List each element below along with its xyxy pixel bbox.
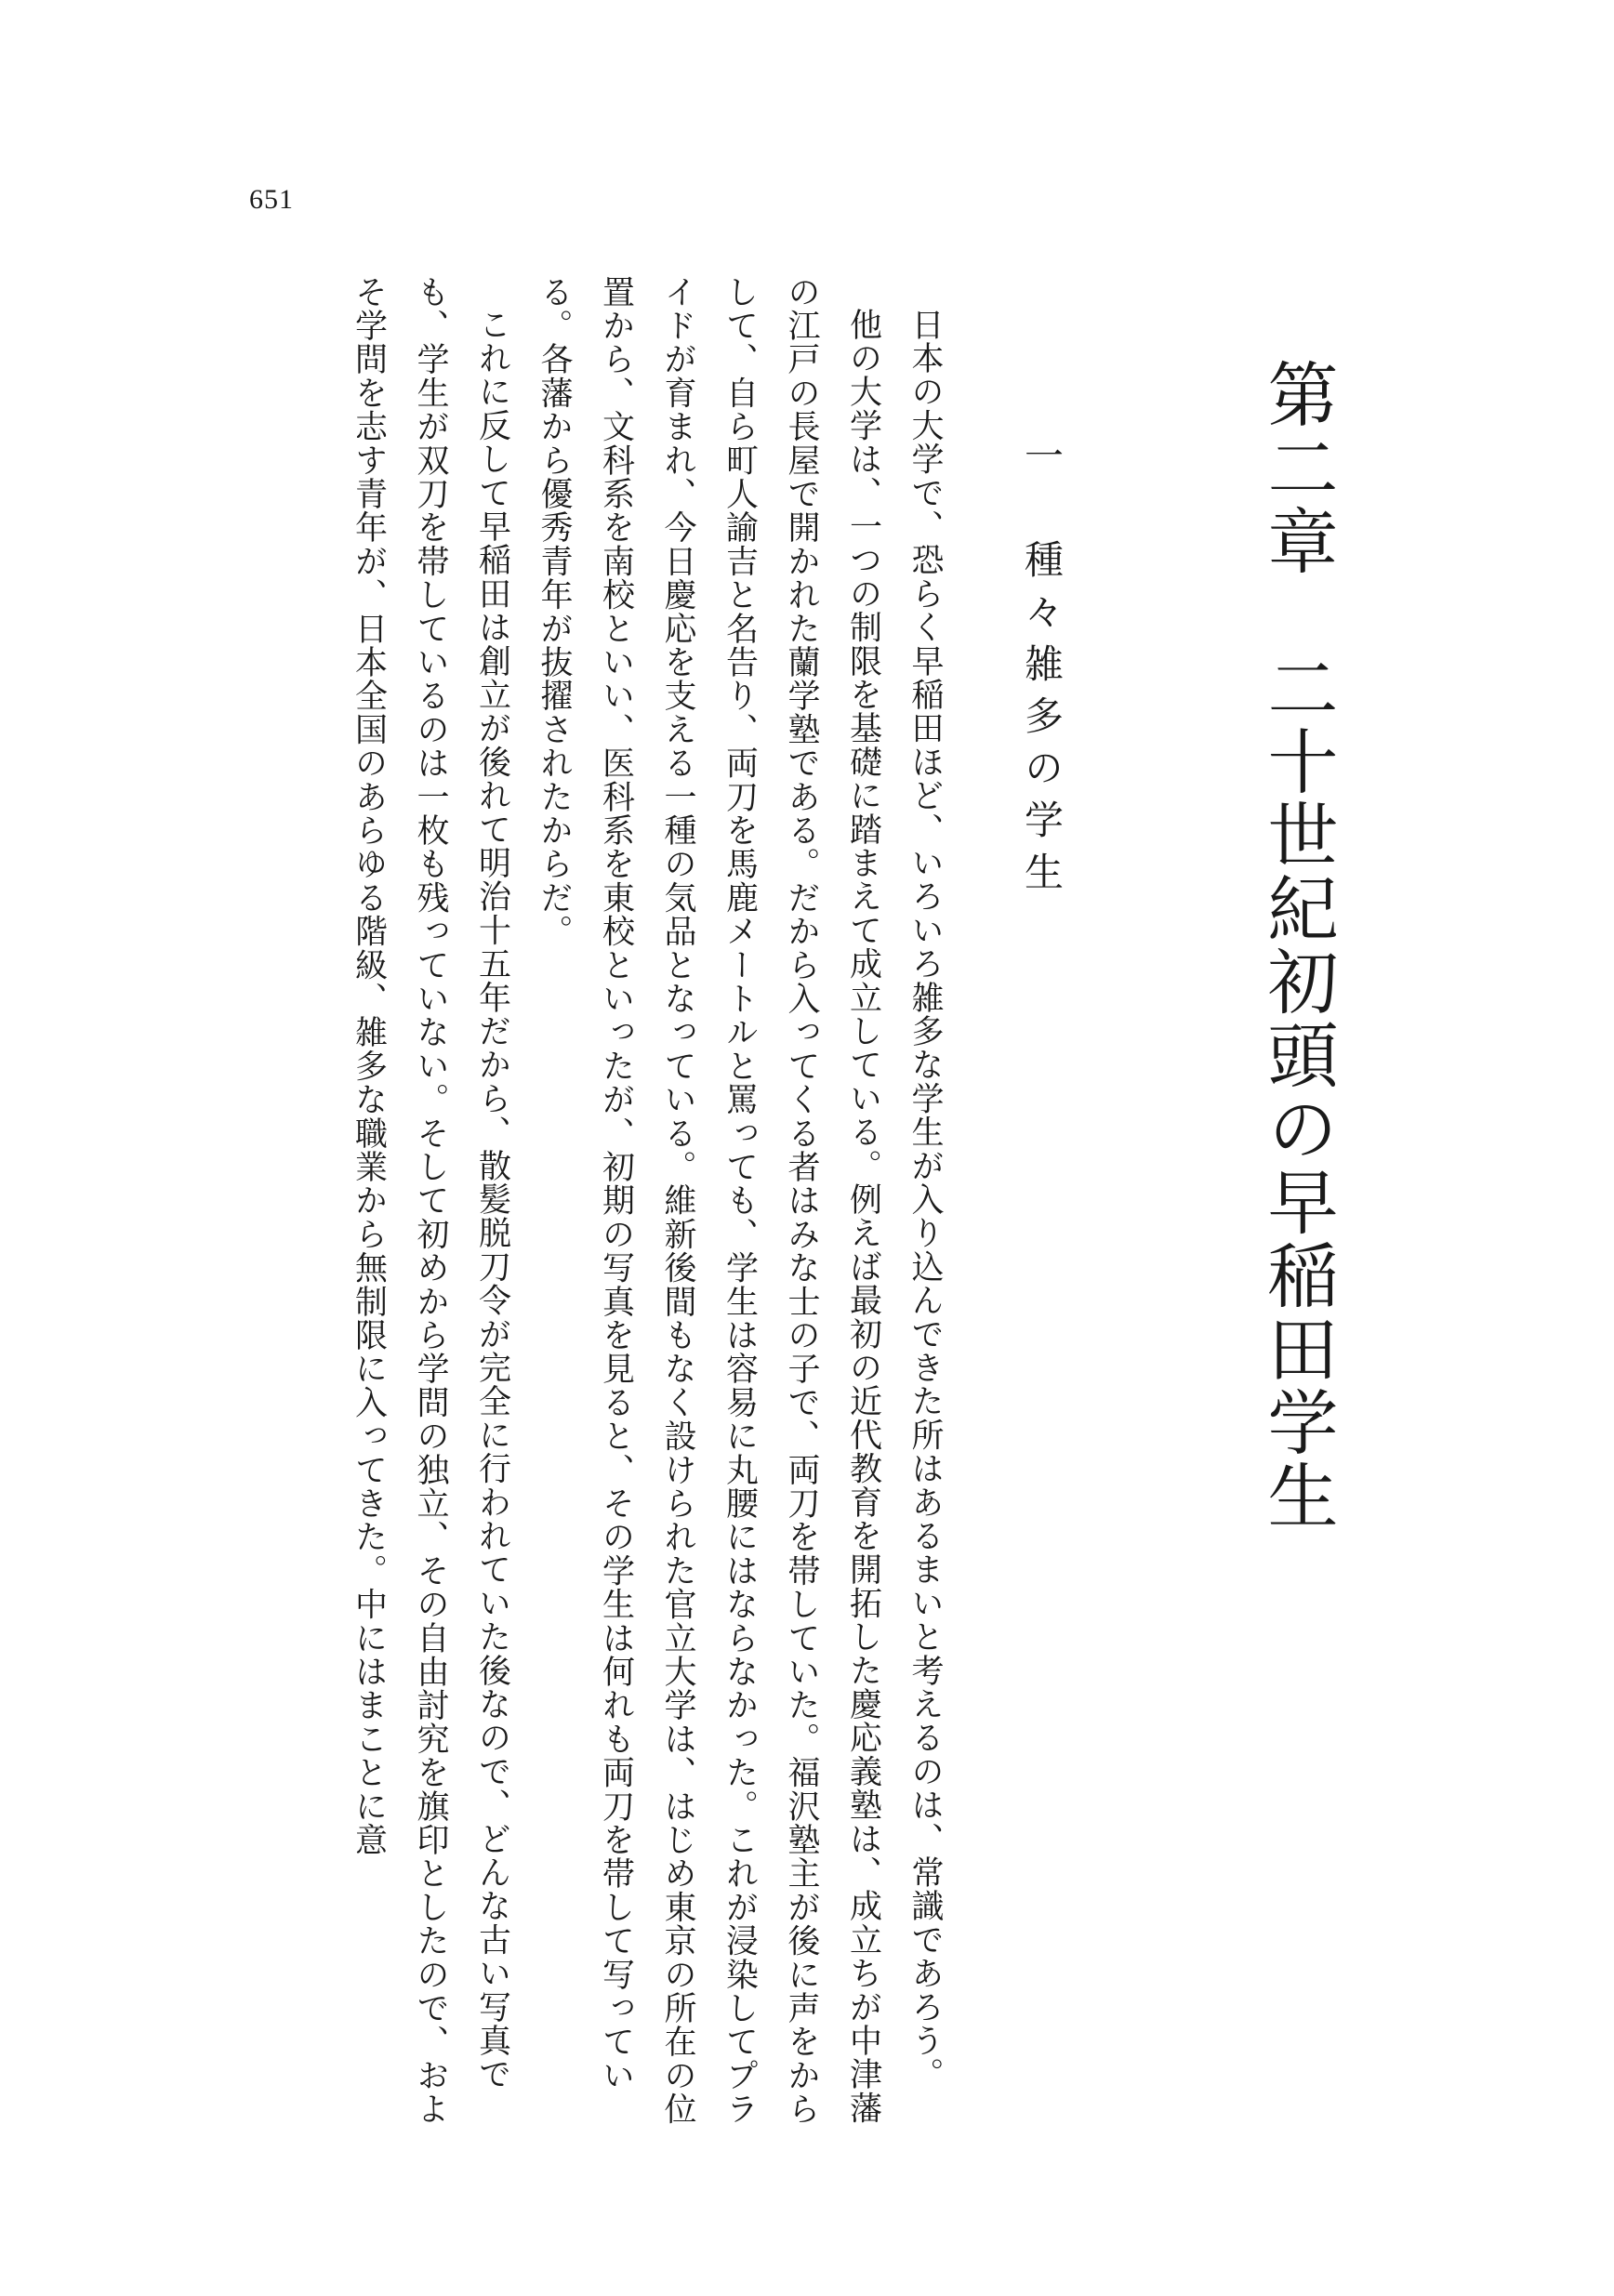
paragraph: 日本の大学で、恐らく早稲田ほど、いろいろ雑多な学生が入り込んできた所はあるまいと考えるのは、常識であろう。 [906,308,944,2091]
page-number: 651 [249,184,294,215]
section-title: 一 種々雑多の学生 [1019,435,1065,904]
paragraph: 他の大学は、一つの制限を基礎に踏まえて成立している。例えば最初の近代教育を開拓した慶応義塾は、成立ちが中津藩の江戸の長屋で開かれた蘭学塾である。だから入ってくる者はみな士の子で、両刀を帯していた。福沢塾主が後に声をからして、自ら町人諭吉と名告り、両刀を馬鹿メートルと罵っても、学生は容易に丸腰にはならなかった。これが浸染してプライドが育まれ、今日慶応を支える一種の気品となっている。維新後間もなく設けられた官立大学は、はじめ東京の所在の位置から、文科系を南校といい、医科系を東校といったが、初期の写真を見ると、その学生は何れも両刀を帯して写っている。各藩から優秀青年が抜擢されたからだ。 [536,275,882,2126]
chapter-title: 第二章 二十世紀初頭の早稲田学生 [1256,358,1339,1533]
body-text [212,275,956,2134]
paragraph: これに反して早稲田は創立が後れて明治十五年だから、散髪脱刀令が完全に行われていた後なので、どんな古い写真でも、学生が双刀を帯しているのは一枚も残っていない。そして初めから学問の独立、その自由討究を旗印としたので、およそ学問を志す青年が、日本全国のあらゆる階級、雑多な職業から無制限に入ってきた。中にはまことに意 [350,275,511,2126]
